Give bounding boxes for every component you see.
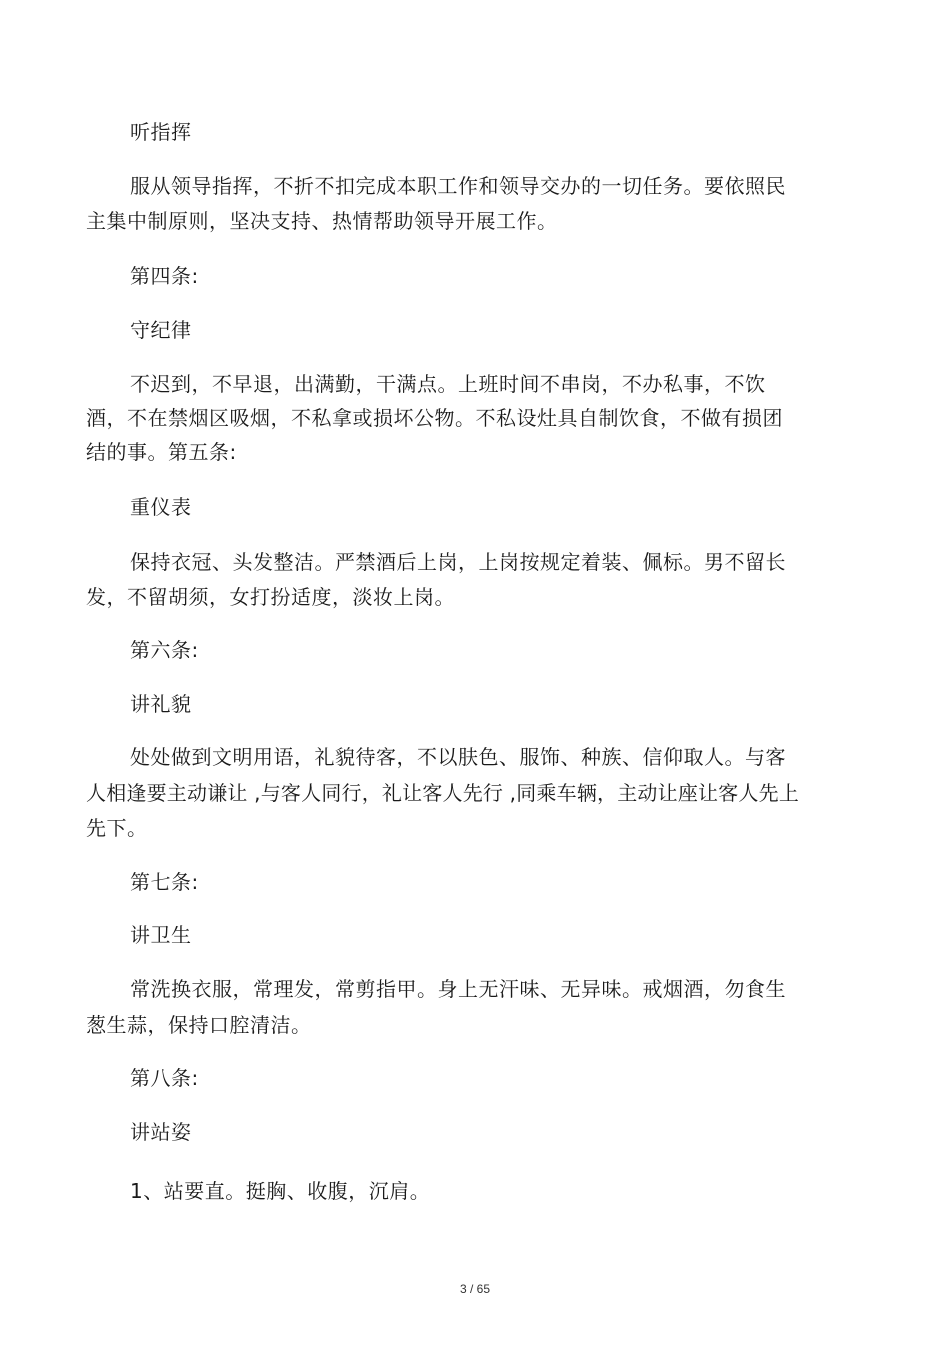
paragraph-line: 先下。 bbox=[86, 816, 148, 840]
paragraph-line: 葱生蒜，保持口腔清洁。 bbox=[86, 1013, 312, 1037]
paragraph-line: 发，不留胡须，女打扮适度，淡妆上岗。 bbox=[86, 585, 455, 609]
paragraph-line: 结的事。第五条: bbox=[86, 440, 237, 464]
list-item: 1、站要直。挺胸、收腹，沉肩。 bbox=[130, 1179, 431, 1203]
heading-discipline: 守纪律 bbox=[130, 318, 192, 342]
article-number: 第六条: bbox=[130, 638, 199, 662]
article-number: 第七条: bbox=[130, 870, 199, 894]
article-number: 第四条: bbox=[130, 264, 199, 288]
paragraph-line: 不迟到，不早退，出满勤，干满点。上班时间不串岗，不办私事，不饮 bbox=[130, 372, 766, 396]
page-indicator: 3 / 65 bbox=[459, 1282, 491, 1296]
paragraph-line: 主集中制原则，坚决支持、热情帮助领导开展工作。 bbox=[86, 209, 558, 233]
heading-hygiene: 讲卫生 bbox=[130, 923, 192, 947]
paragraph-line: 常洗换衣服，常理发，常剪指甲。身上无汗味、无异味。戒烟酒，勿食生 bbox=[130, 977, 786, 1001]
heading-listen-command: 听指挥 bbox=[130, 120, 192, 144]
heading-courtesy: 讲礼貌 bbox=[130, 692, 192, 716]
heading-appearance: 重仪表 bbox=[130, 495, 192, 519]
paragraph-line: 酒，不在禁烟区吸烟，不私拿或损坏公物。不私设灶具自制饮食，不做有损团 bbox=[86, 406, 783, 430]
article-number: 第八条: bbox=[130, 1066, 199, 1090]
paragraph-line: 处处做到文明用语，礼貌待客，不以肤色、服饰、种族、信仰取人。与客 bbox=[130, 745, 786, 769]
paragraph-line: 服从领导指挥，不折不扣完成本职工作和领导交办的一切任务。要依照民 bbox=[130, 174, 786, 198]
paragraph-line: 人相逢要主动谦让 ,与客人同行，礼让客人先行 ,同乘车辆，主动让座让客人先上 bbox=[86, 781, 800, 805]
paragraph-line: 保持衣冠、头发整洁。严禁酒后上岗，上岗按规定着装、佩标。男不留长 bbox=[130, 550, 786, 574]
heading-standing-posture: 讲站姿 bbox=[130, 1120, 192, 1144]
